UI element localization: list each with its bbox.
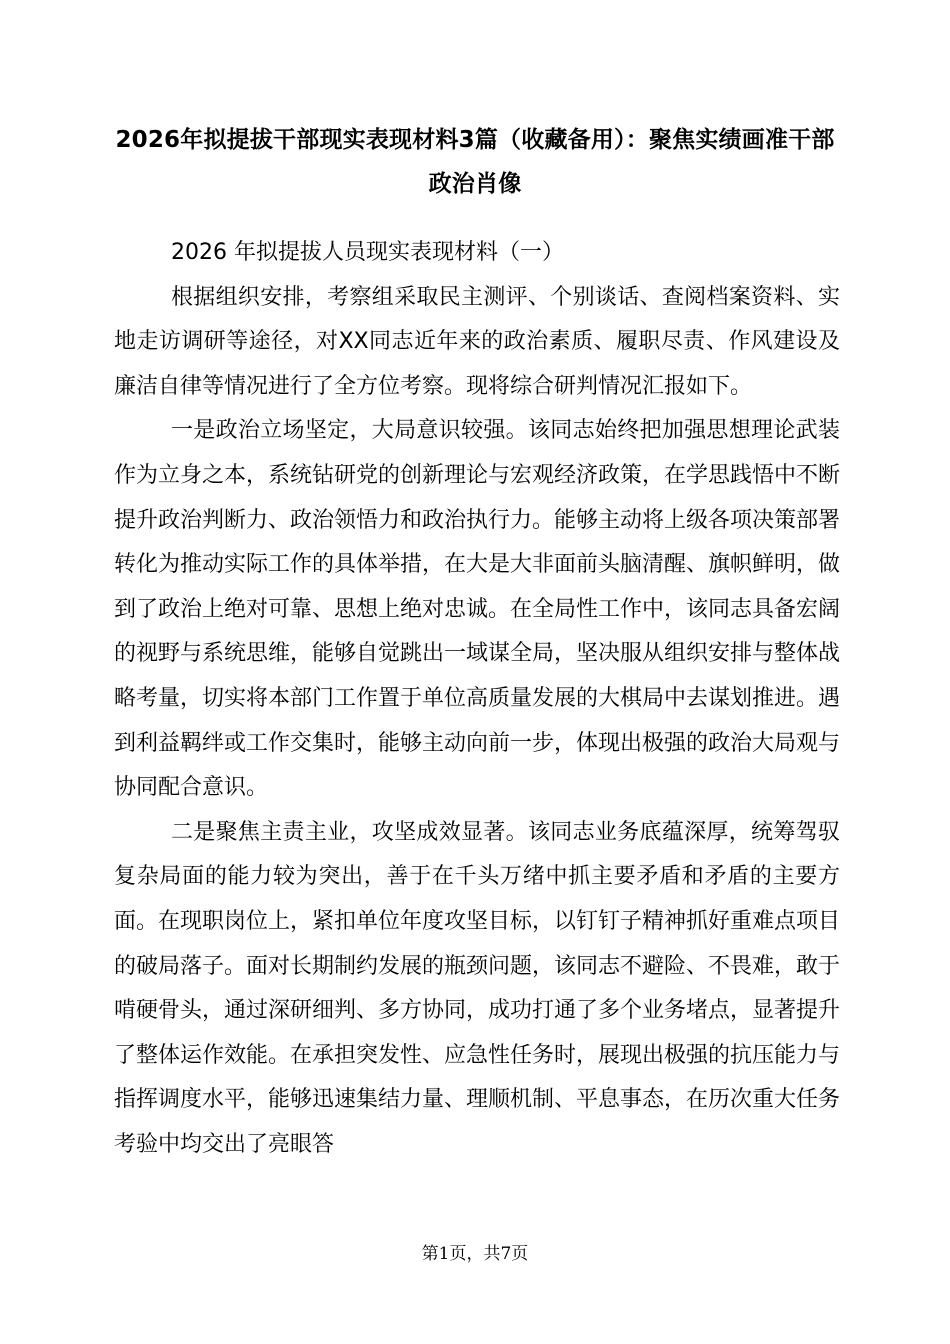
main-duties-paragraph: 二是聚焦主责主业，攻坚成效显著。该同志业务底蕴深厚，统筹驾驭复杂局面的能力较为突出，善于在千头万绪中抓主要矛盾和矛盾的主要方面。在现职岗位上，紧扣单位年度攻坚目标，以钉钉子精神抓好重难点项目的破局落子。面对长期制约发展的瓶颈问题，该同志不避险、不畏难，敢于啃硬骨头，通过深研细判、多方协同，成功打通了多个业务堵点，显著提升了整体运作效能。在承担突发性、应急性任务时，展现出极强的抗压能力与指挥调度水平，能够迅速集结力量、理顺机制、平息事态，在历次重大任务考验中均交出了亮眼答: [114, 819, 841, 1157]
page-number-footer: 第1页，共7页: [421, 1244, 529, 1264]
section-heading: 2026 年拟提拔人员现实表现材料（一）: [171, 240, 564, 265]
document-body: [114, 231, 840, 1167]
intro-paragraph: 根据组织安排，考察组采取民主测评、个别谈话、查阅档案资料、实地走访调研等途径，对XX同志近年来的政治素质、履职尽责、作风建设及廉洁自律等情况进行了全方位考察。现将综合研判情况汇报如下。: [114, 284, 840, 399]
document-title: 2026年拟提拔干部现实表现材料3篇（收藏备用）：聚焦实绩画准干部政治肖像: [115, 127, 835, 197]
political-stance-paragraph: 一是政治立场坚定，大局意识较强。该同志始终把加强思想理论武装作为立身之本，系统钻研党的创新理论与宏观经济政策，在学思践悟中不断提升政治判断力、政治领悟力和政治执行力。能够主动将上级各项决策部署转化为推动实际工作的具体举措，在大是大非面前头脑清醒、旗帜鲜明，做到了政治上绝对可靠、思想上绝对忠诚。在全局性工作中，该同志具备宏阔的视野与系统思维，能够自觉跳出一域谋全局，坚决服从组织安排与整体战略考量，切实将本部门工作置于单位高质量发展的大棋局中去谋划推进。遇到利益羁绊或工作交集时，能够主动向前一步，体现出极强的政治大局观与协同配合意识。: [114, 418, 841, 801]
